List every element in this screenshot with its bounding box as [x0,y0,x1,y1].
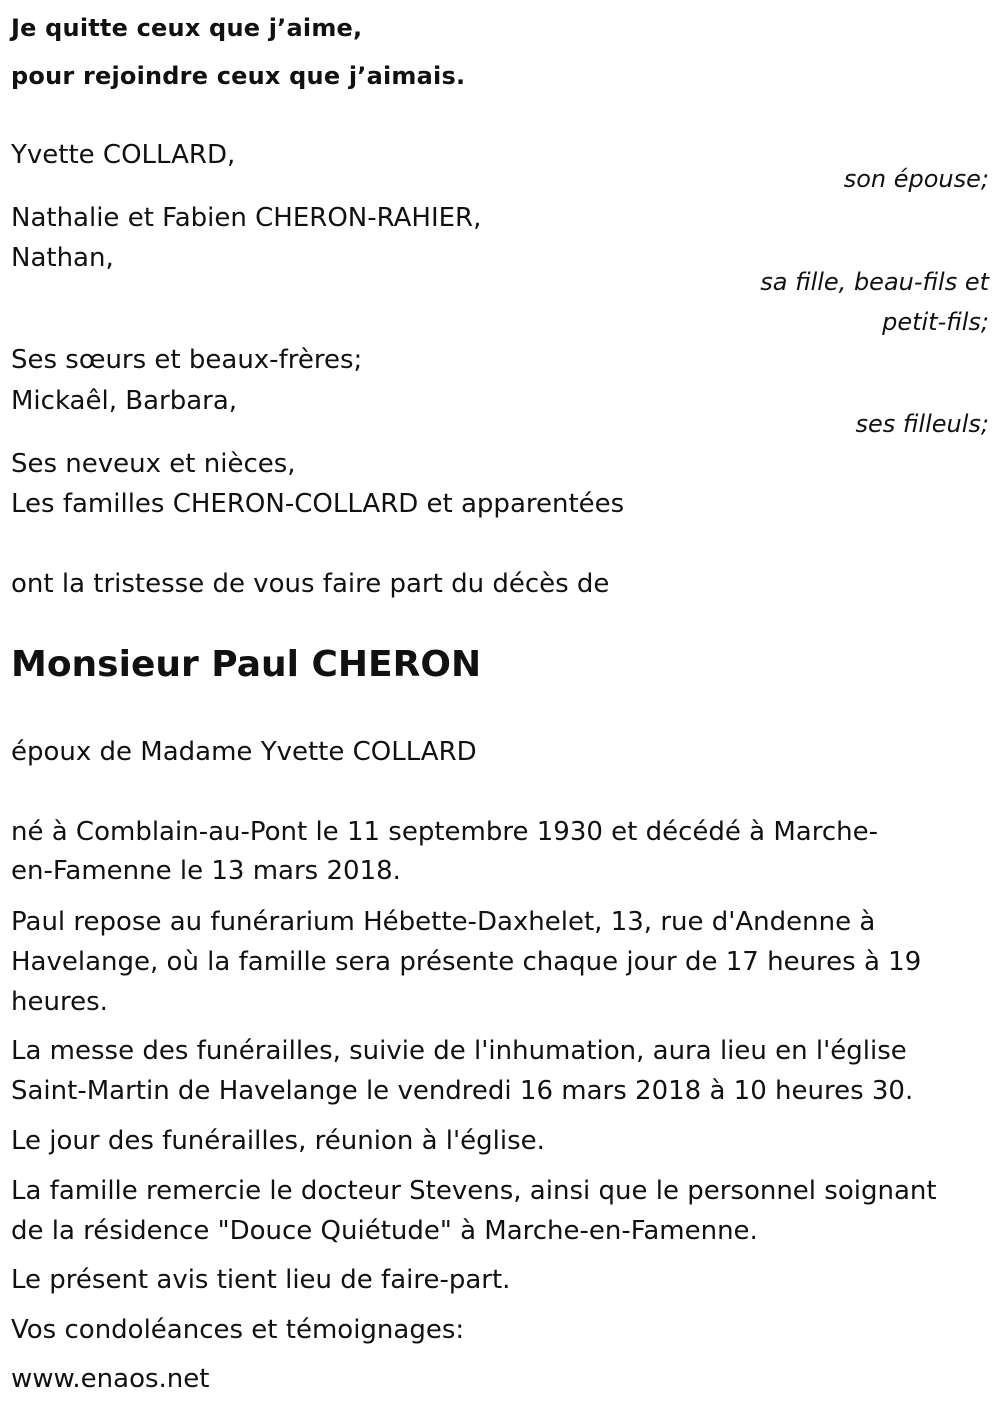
rest-line-2: Havelange, où la famille sera présente chaque jour de 17 heures à 19 [11,947,922,977]
notice: Le présent avis tient lieu de faire-part. [11,1265,511,1295]
spouse-name: Yvette COLLARD, [11,140,236,170]
spouse-of: époux de Madame Yvette COLLARD [11,737,477,767]
daughter-role-line-1: sa fille, beau-fils et [760,268,989,296]
rest-line-1: Paul repose au funérarium Hébette-Daxhelet, 13, rue d'Andenne à [11,907,876,937]
mass-line-1: La messe des funérailles, suivie de l'inhumation, aura lieu en l'église [11,1036,907,1066]
announcement: ont la tristesse de vous faire part du décès de [11,569,610,599]
daughter-names: Nathalie et Fabien CHERON-RAHIER, [11,203,482,233]
godchildren-role: ses filleuls; [855,410,989,438]
website-link[interactable]: www.enaos.net [11,1364,210,1394]
rest-line-3: heures. [11,987,108,1017]
grandson-name: Nathan, [11,243,114,273]
daughter-role-line-2: petit-fils; [882,308,989,336]
birth-death-line-1: né à Comblain-au-Pont le 11 septembre 1930 et décédé à Marche- [11,817,879,847]
mass-line-2: Saint-Martin de Havelange le vendredi 16 mars 2018 à 10 heures 30. [11,1076,914,1106]
epigraph-line-2: pour rejoindre ceux que j’aimais. [11,62,466,90]
deceased-name: Monsieur Paul CHERON [11,644,482,685]
families: Les familles CHERON-COLLARD et apparentées [11,489,625,519]
condolences: Vos condoléances et témoignages: [11,1315,465,1345]
spouse-role: son épouse; [843,165,989,193]
nephews: Ses neveux et nièces, [11,449,296,479]
siblings: Ses sœurs et beaux-frères; [11,345,363,375]
epigraph-line-1: Je quitte ceux que j’aime, [11,14,363,42]
thanks-line-1: La famille remercie le docteur Stevens, ainsi que le personnel soignant [11,1176,937,1206]
godchildren-names: Mickaêl, Barbara, [11,386,238,416]
thanks-line-2: de la résidence "Douce Quiétude" à Marche-en-Famenne. [11,1216,758,1246]
birth-death-line-2: en-Famenne le 13 mars 2018. [11,856,401,886]
meeting: Le jour des funérailles, réunion à l'église. [11,1126,545,1156]
